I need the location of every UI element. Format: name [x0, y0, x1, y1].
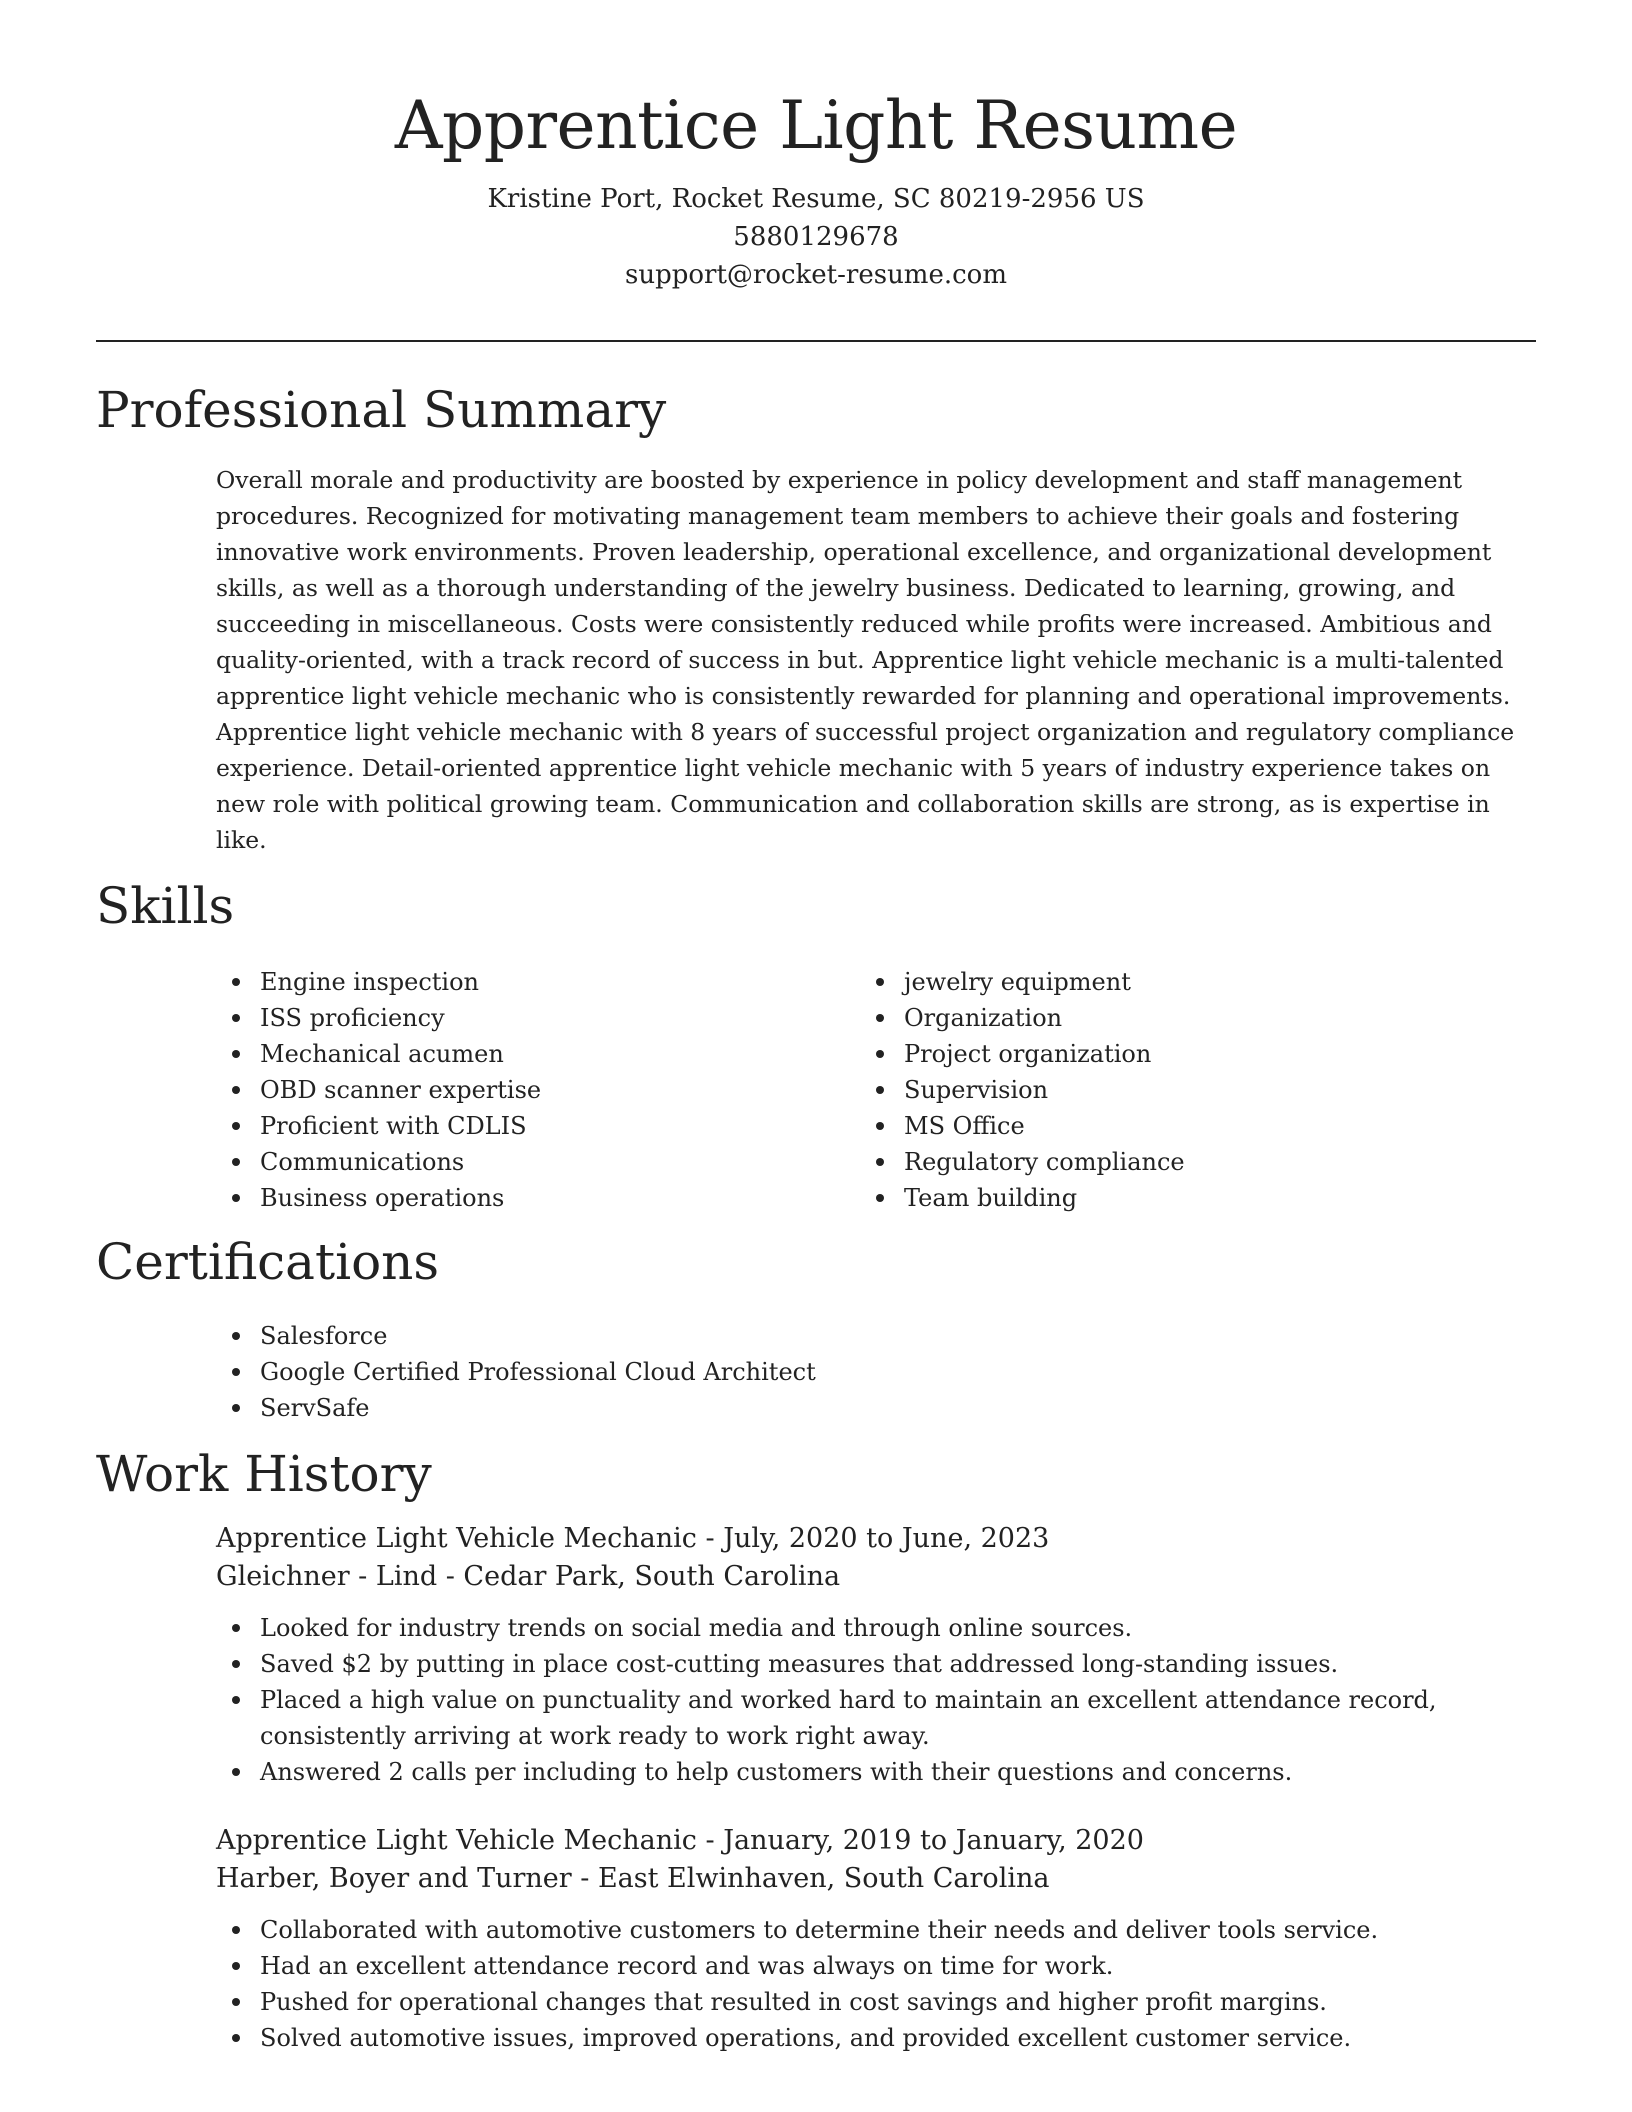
bullet-icon [232, 1332, 240, 1340]
bullet-icon [232, 2034, 240, 2042]
certification-item: ServSafe [216, 1390, 1416, 1426]
resume-title: Apprentice Light Resume [394, 87, 1238, 164]
certification-item: Salesforce [216, 1318, 1416, 1354]
bullet-icon [232, 1158, 240, 1166]
skills-right-column [860, 964, 1480, 1216]
bullet-icon [876, 1050, 884, 1058]
skill-item: jewelry equipment [860, 964, 1480, 1000]
bullet-icon [876, 1086, 884, 1094]
skill-item: Organization [860, 1000, 1480, 1036]
certifications-heading: Certifications [96, 1233, 440, 1291]
bullet-icon [876, 1014, 884, 1022]
skill-item: Project organization [860, 1036, 1480, 1072]
certifications-list [216, 1318, 1416, 1426]
job-title-line [216, 1822, 1516, 1860]
bullet-icon [232, 1014, 240, 1022]
skill-item: Team building [860, 1180, 1480, 1216]
job-entry [216, 1520, 1516, 1790]
bullet-icon [232, 1696, 240, 1704]
job-bullet: Looked for industry trends on social media and through online sources. [216, 1610, 1516, 1646]
skill-item: OBD scanner expertise [216, 1072, 816, 1108]
job-company-line [216, 1860, 1516, 1898]
bullet-icon [876, 1122, 884, 1130]
bullet-icon [876, 1194, 884, 1202]
skill-item: Mechanical acumen [216, 1036, 816, 1072]
job-bullet: Placed a high value on punctuality and worked hard to maintain an excellent attendance record, consistently arriving at work ready to work right away. [216, 1682, 1516, 1754]
job-role: Apprentice Light Vehicle Mechanic [216, 1825, 697, 1856]
bullet-icon [232, 1998, 240, 2006]
job-bullet: Had an excellent attendance record and was always on time for work. [216, 1948, 1516, 1984]
bullet-icon [232, 1368, 240, 1376]
certification-item: Google Certified Professional Cloud Architect [216, 1354, 1416, 1390]
job-dates: - July, 2020 to June, 2023 [696, 1523, 1050, 1554]
bullet-icon [232, 1768, 240, 1776]
header-divider [96, 340, 1536, 342]
skill-item: Proficient with CDLIS [216, 1108, 816, 1144]
bullet-icon [232, 1926, 240, 1934]
skill-item: Communications [216, 1144, 816, 1180]
bullet-icon [232, 1050, 240, 1058]
bullet-icon [876, 978, 884, 986]
job-company: Harber, Boyer and Turner [216, 1863, 572, 1894]
skill-item: Engine inspection [216, 964, 816, 1000]
bullet-icon [232, 978, 240, 986]
job-company: Gleichner - Lind [216, 1561, 438, 1592]
job-role: Apprentice Light Vehicle Mechanic [216, 1523, 697, 1554]
skill-item: Business operations [216, 1180, 816, 1216]
job-location: - East Elwinhaven, South Carolina [571, 1863, 1050, 1894]
job-dates: - January, 2019 to January, 2020 [696, 1825, 1144, 1856]
summary-heading: Professional Summary [96, 381, 667, 439]
skill-item: ISS proficiency [216, 1000, 816, 1036]
job-title-line [216, 1520, 1516, 1558]
job-bullet: Saved $2 by putting in place cost-cutting measures that addressed long-standing issues. [216, 1646, 1516, 1682]
job-entry [216, 1822, 1516, 2056]
contact-address: Kristine Port, Rocket Resume, SC 80219-2956 US [487, 184, 1145, 214]
job-bullet: Pushed for operational changes that resulted in cost savings and higher profit margins. [216, 1984, 1516, 2020]
bullet-icon [232, 1086, 240, 1094]
bullet-icon [232, 1962, 240, 1970]
job-bullet: Collaborated with automotive customers to determine their needs and deliver tools service. [216, 1912, 1516, 1948]
job-location: - Cedar Park, South Carolina [437, 1561, 841, 1592]
skills-heading: Skills [96, 877, 235, 935]
bullet-icon [232, 1404, 240, 1412]
contact-email: support@rocket-resume.com [624, 260, 1007, 290]
bullet-icon [876, 1158, 884, 1166]
work-history-heading: Work History [96, 1445, 432, 1503]
skill-item: Supervision [860, 1072, 1480, 1108]
job-company-line [216, 1558, 1516, 1596]
contact-block [0, 180, 1632, 294]
bullet-icon [232, 1660, 240, 1668]
job-bullet: Solved automotive issues, improved operations, and provided excellent customer service. [216, 2020, 1516, 2056]
bullet-icon [232, 1624, 240, 1632]
bullet-icon [232, 1194, 240, 1202]
resume-header [0, 0, 1632, 294]
summary-text: Overall morale and productivity are boosted by experience in policy development and staff management procedures. Recognized for motivating management team members to achieve their goals and fostering innovative work environments. Proven leadership, operational excellence, and organizational development skills, as well as a thorough understanding of the jewelry business. Dedicated to learning, growing, and succeeding in miscellaneous. Costs were consistently reduced while profits were increased. Ambitious and quality-oriented, with a track record of success in but. Apprentice light vehicle mechanic is a multi-talented apprentice light vehicle mechanic who is consistently rewarded for planning and operational improvements. Apprentice light vehicle mechanic with 8 years of successful project organization and regulatory compliance experience. Detail-oriented apprentice light vehicle mechanic with 5 years of industry experience takes on new role with political growing team. Communication and collaboration skills are strong, as is expertise in like. [216, 466, 1515, 854]
skill-item: Regulatory compliance [860, 1144, 1480, 1180]
skill-item: MS Office [860, 1108, 1480, 1144]
bullet-icon [232, 1122, 240, 1130]
contact-phone: 5880129678 [733, 222, 899, 252]
job-bullet: Answered 2 calls per including to help customers with their questions and concerns. [216, 1754, 1516, 1790]
skills-left-column [216, 964, 816, 1216]
